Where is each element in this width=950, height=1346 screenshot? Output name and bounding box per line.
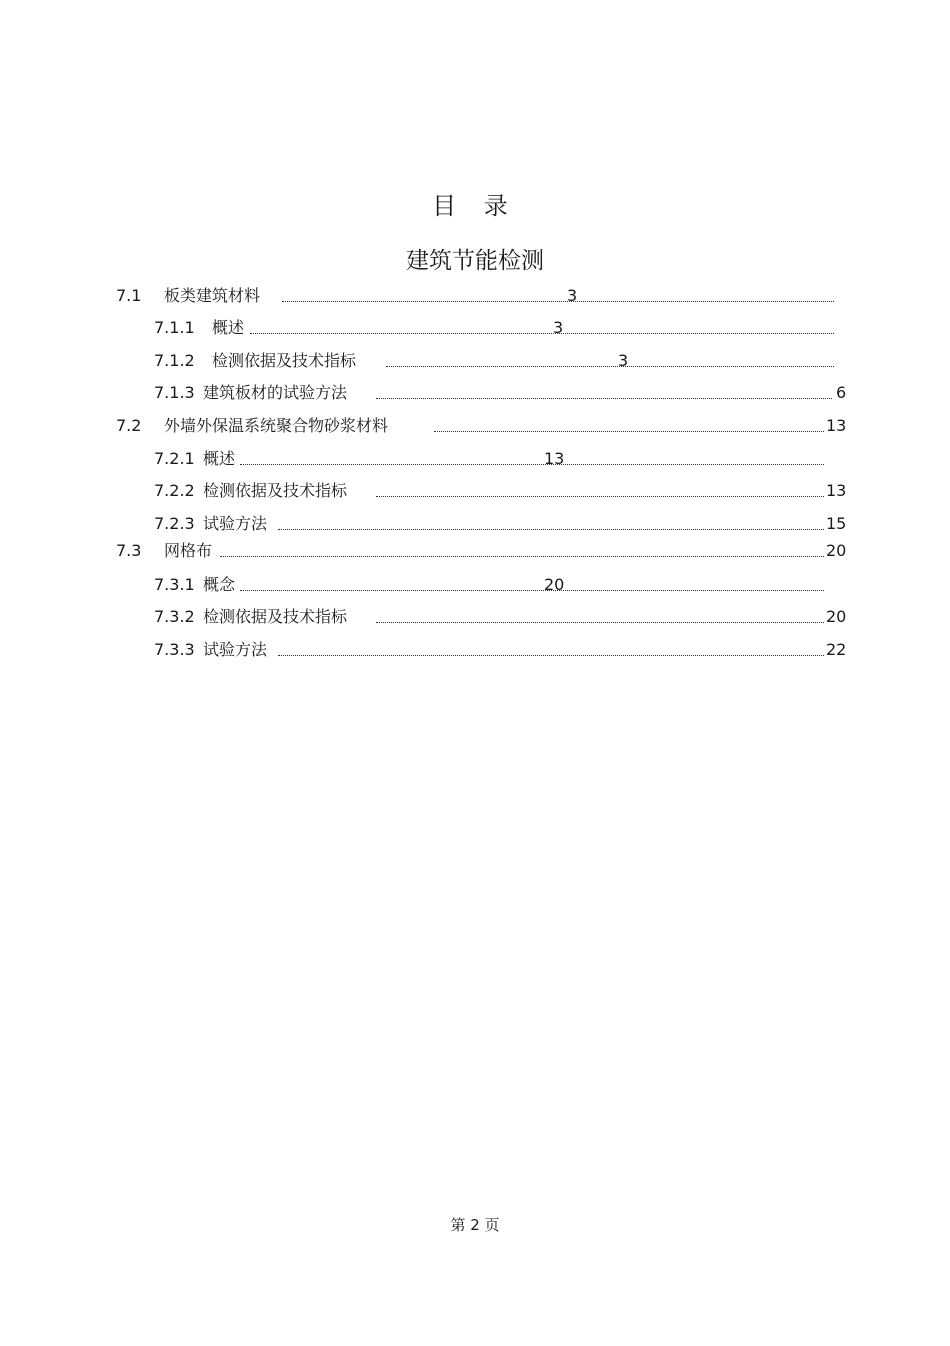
toc-entry-number: 7.2 (116, 416, 142, 435)
toc-leader-dots (434, 431, 824, 432)
toc-entry-7-2-2[interactable] (154, 481, 846, 501)
document-subtitle: 建筑节能检测 (406, 248, 544, 274)
toc-entry-7-1-3[interactable] (154, 383, 846, 403)
toc-entry-7-1[interactable] (116, 286, 846, 306)
toc-entry-7-2[interactable] (116, 416, 846, 436)
toc-entry-page: 20 (544, 575, 565, 594)
toc-entry-number: 7.3.2 (154, 607, 195, 626)
toc-entry-page: 20 (826, 607, 847, 626)
toc-entry-7-3-3[interactable] (154, 640, 846, 660)
toc-entry-page: 20 (826, 541, 847, 560)
toc-entry-7-2-1[interactable] (154, 449, 846, 469)
toc-entry-number: 7.1.2 (154, 351, 195, 370)
toc-leader-dots (278, 655, 824, 656)
toc-leader-dots (386, 366, 834, 367)
toc-entry-label: 概述 (203, 449, 236, 468)
toc-entry-number: 7.1 (116, 286, 142, 305)
toc-entry-number: 7.1.3 (154, 383, 195, 402)
toc-leader-dots (376, 496, 824, 497)
toc-entry-number: 7.2.2 (154, 481, 195, 500)
toc-entry-page: 3 (618, 351, 629, 370)
page-footer: 第 2 页 (450, 1216, 500, 1234)
toc-entry-number: 7.1.1 (154, 318, 195, 337)
toc-entry-page: 15 (826, 514, 847, 533)
toc-entry-7-3-1[interactable] (154, 575, 846, 595)
toc-entry-number: 7.3 (116, 541, 142, 560)
toc-entry-7-3-2[interactable] (154, 607, 846, 627)
toc-leader-dots (220, 556, 824, 557)
toc-entry-7-1-2[interactable] (154, 351, 846, 371)
toc-leader-dots (278, 529, 824, 530)
toc-entry-number: 7.3.3 (154, 640, 195, 659)
toc-entry-label: 概述 (212, 318, 245, 337)
toc-entry-label: 试验方法 (203, 514, 268, 533)
toc-entry-page: 22 (826, 640, 847, 659)
toc-entry-label: 检测依据及技术指标 (203, 481, 348, 500)
toc-entry-page: 6 (836, 383, 847, 402)
toc-leader-dots (240, 590, 824, 591)
toc-entry-label: 试验方法 (203, 640, 268, 659)
toc-entry-label: 建筑板材的试验方法 (203, 383, 348, 402)
toc-leader-dots (282, 301, 834, 302)
toc-entry-number: 7.2.3 (154, 514, 195, 533)
toc-entry-page: 13 (826, 481, 847, 500)
toc-entry-label: 板类建筑材料 (164, 286, 261, 305)
toc-leader-dots (250, 333, 834, 334)
toc-leader-dots (376, 622, 824, 623)
toc-entry-label: 检测依据及技术指标 (203, 607, 348, 626)
toc-entry-page: 13 (544, 449, 565, 468)
toc-entry-7-2-3[interactable] (154, 514, 846, 534)
toc-entry-page: 13 (826, 416, 847, 435)
toc-entry-page: 3 (567, 286, 578, 305)
toc-entry-label: 外墙外保温系统聚合物砂浆材料 (164, 416, 389, 435)
toc-leader-dots (240, 464, 824, 465)
toc-entry-number: 7.2.1 (154, 449, 195, 468)
toc-title: 目 录 (432, 192, 518, 220)
toc-entry-7-3[interactable] (116, 541, 846, 561)
toc-entry-label: 概念 (203, 575, 236, 594)
toc-entry-label: 网格布 (164, 541, 213, 560)
toc-entry-number: 7.3.1 (154, 575, 195, 594)
toc-entry-page: 3 (553, 318, 564, 337)
toc-entry-7-1-1[interactable] (154, 318, 846, 338)
toc-entry-label: 检测依据及技术指标 (212, 351, 357, 370)
toc-leader-dots (376, 398, 832, 399)
